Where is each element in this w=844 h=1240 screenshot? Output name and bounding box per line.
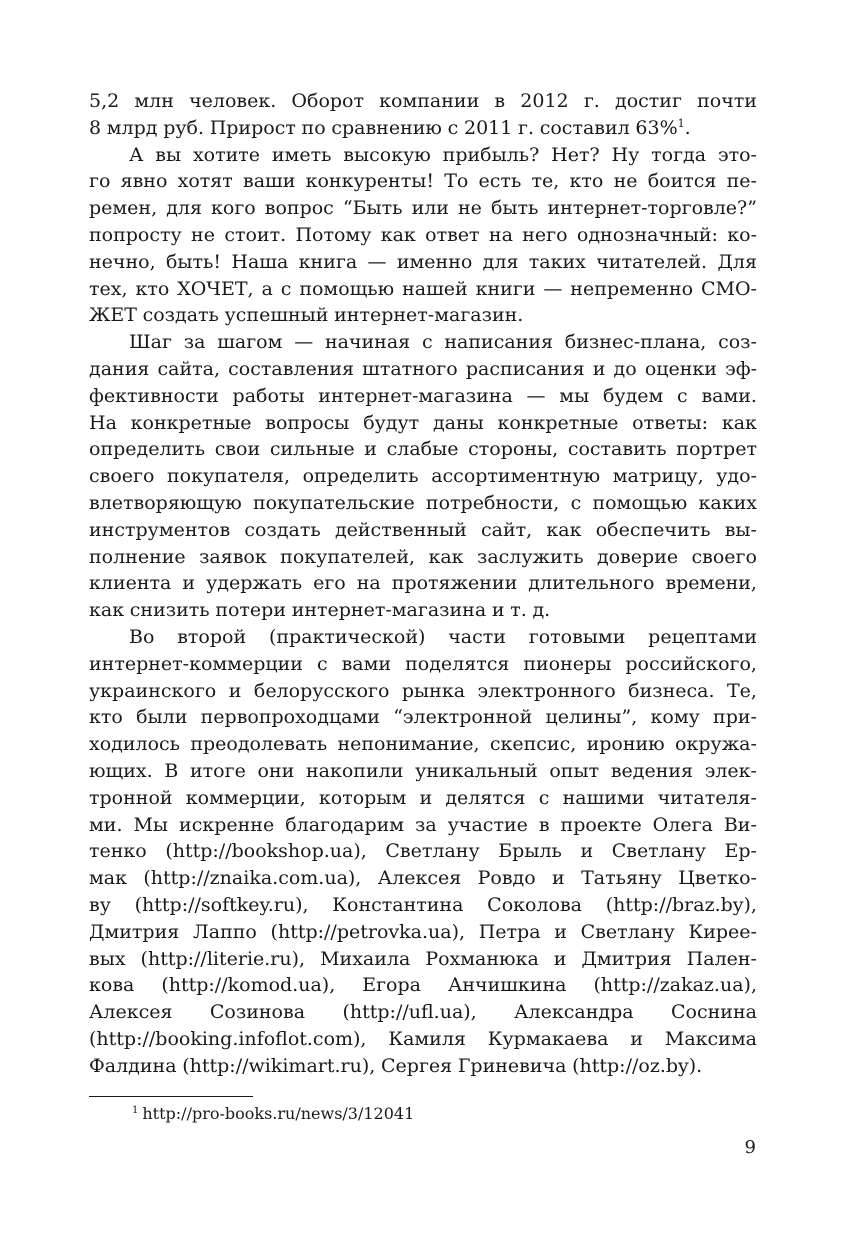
text-line: ющих. В итоге они накопили уникальный опыт ведения элек- xyxy=(89,759,757,782)
text-line: ву (http://softkey.ru), Константина Соколова (http://braz.by), xyxy=(89,893,757,916)
text-line: Шаг за шагом — начиная с написания бизнес-плана, соз- xyxy=(129,331,757,354)
text-line: Алексея Созинова (http://ufl.ua), Александра Соснина xyxy=(89,1001,757,1024)
page-number: 9 xyxy=(744,1137,756,1158)
text-line: 8 млрд руб. Прирост по сравнению с 2011 г. составил 63%$^1$. xyxy=(89,116,691,139)
text-line: клиента и удержать его на протяжении длительного времени, xyxy=(89,572,757,595)
text-line: (http://booking.infoflot.com), Камиля Курмакаева и Максима xyxy=(89,1027,757,1050)
text-line: инструментов создать действенный сайт, как обеспечить вы- xyxy=(89,518,757,541)
text-line: как снизить потери интернет-магазина и т. д. xyxy=(89,599,551,622)
text-line: го явно хотят ваши конкуренты! То есть те, кто не боится пе- xyxy=(89,170,757,193)
footnote-text: http://pro-books.ru/news/3/12041 xyxy=(142,1104,415,1123)
body-text xyxy=(89,88,757,1079)
text-line: кто были первопроходцами “электронной целины”, кому при- xyxy=(89,706,757,729)
text-line: На конкретные вопросы будут даны конкретные ответы: как xyxy=(89,411,757,434)
text-line: А вы хотите иметь высокую прибыль? Нет? Ну тогда это- xyxy=(129,143,757,166)
footnote-reference: 1 xyxy=(677,116,685,130)
text-line: определить свои сильные и слабые стороны, составить портрет xyxy=(89,438,757,461)
text-line: интернет-коммерции с вами поделятся пионеры российского, xyxy=(89,652,757,675)
text-line: своего покупателя, определить ассортиментную матрицу, удо- xyxy=(89,465,757,488)
text-line: тенко (http://bookshop.ua), Светлану Брыль и Светлану Ер- xyxy=(89,840,757,863)
text-line: украинского и белорусского рынка электронного бизнеса. Те, xyxy=(89,679,757,702)
text-line: тронной коммерции, которым и делятся с нашими читателя- xyxy=(89,786,757,809)
text-line: ходилось преодолевать непонимание, скепсис, иронию окружа- xyxy=(89,733,757,756)
text-line: влетворяющую покупательские потребности, с помощью каких xyxy=(89,491,757,514)
footnote xyxy=(132,1102,414,1126)
text-line: кова (http://komod.ua), Егора Анчишкина (http://zakaz.ua), xyxy=(89,974,757,997)
text-line: полнение заявок покупателей, как заслужить доверие своего xyxy=(89,545,757,568)
text-line: ми. Мы искренне благодарим за участие в проекте Олега Ви- xyxy=(89,813,757,836)
text-line: тех, кто ХОЧЕТ, а с помощью нашей книги — непременно СМО- xyxy=(89,277,757,300)
text-line: Фалдина (http://wikimart.ru), Сергея Гриневича (http://oz.by). xyxy=(89,1054,703,1077)
text-line: Дмитрия Лаппо (http://petrovka.ua), Петра и Светлану Киреe- xyxy=(89,920,757,943)
text-line: попросту не стоит. Потому как ответ на него однозначный: ко- xyxy=(89,223,757,246)
text-line: вых (http://literie.ru), Михаила Рохманюка и Дмитрия Пален- xyxy=(89,947,757,970)
text-line: ЖЕТ создать успешный интернет-магазин. xyxy=(89,304,524,327)
footnote-number: 1 xyxy=(132,1105,139,1116)
text-line: ремен, для кого вопрос “Быть или не быть интернет-торговле?” xyxy=(89,197,757,220)
text-line: Во второй (практической) части готовыми рецептами xyxy=(129,625,757,648)
text-line: 5,2 млн человек. Оборот компании в 2012 г. достиг почти xyxy=(89,90,757,112)
text-line: нечно, быть! Наша книга — именно для таких читателей. Для xyxy=(89,250,757,273)
text-line: фективности работы интернет-магазина — мы будем с вами. xyxy=(89,384,757,407)
text-line: мак (http://znaika.com.ua), Алексея Ровдо и Татьяну Цветко- xyxy=(89,867,757,890)
text-line: дания сайта, составления штатного расписания и до оценки эф- xyxy=(89,357,757,380)
footnote-separator xyxy=(89,1096,253,1097)
